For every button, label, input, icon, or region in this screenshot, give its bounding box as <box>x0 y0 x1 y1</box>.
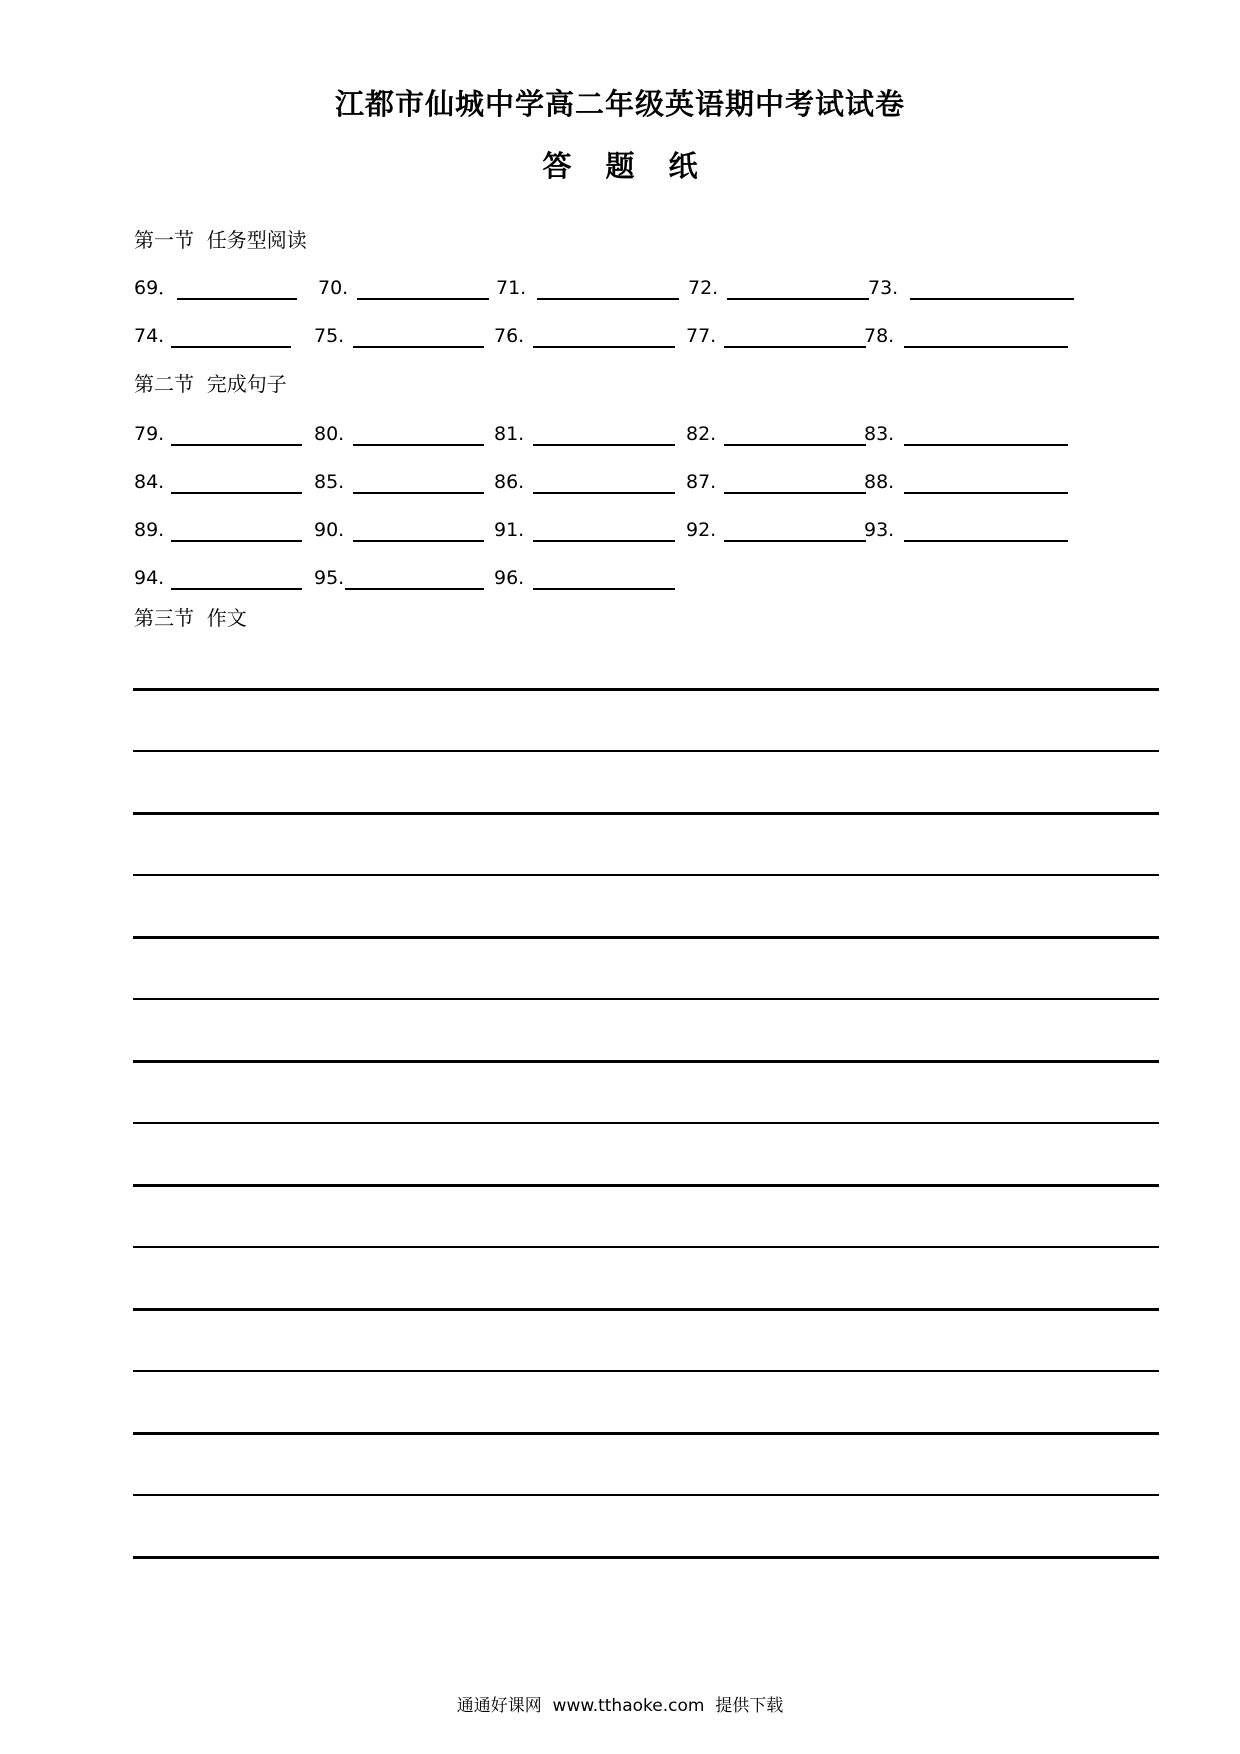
question-number: 85. <box>314 471 345 493</box>
writing-line[interactable] <box>133 1060 1159 1063</box>
answer-blank[interactable] <box>533 346 675 348</box>
section-heading-composition: 第三节 作文 <box>134 606 247 630</box>
answer-blank[interactable] <box>353 444 484 446</box>
writing-line[interactable] <box>133 812 1159 815</box>
section-heading-complete-sentences: 第二节 完成句子 <box>134 372 287 396</box>
writing-line[interactable] <box>133 1494 1159 1496</box>
writing-line[interactable] <box>133 1370 1159 1372</box>
answer-row <box>0 466 1240 496</box>
writing-line[interactable] <box>133 1184 1159 1187</box>
answer-blank[interactable] <box>533 444 675 446</box>
question-number: 91. <box>494 519 525 541</box>
question-number: 80. <box>314 423 345 445</box>
answer-blank[interactable] <box>171 492 302 494</box>
question-number: 82. <box>686 423 717 445</box>
answer-row <box>0 418 1240 448</box>
question-number: 95. <box>314 567 345 589</box>
question-number: 83. <box>864 423 895 445</box>
writing-line[interactable] <box>133 1246 1159 1248</box>
subtitle-char: 答 <box>542 149 572 183</box>
section-heading-task-reading: 第一节 任务型阅读 <box>134 228 307 252</box>
question-number: 79. <box>134 423 165 445</box>
writing-line[interactable] <box>133 936 1159 939</box>
question-number: 77. <box>686 325 717 347</box>
answer-blank[interactable] <box>171 444 302 446</box>
answer-blank[interactable] <box>724 540 866 542</box>
question-number: 89. <box>134 519 165 541</box>
answer-blank[interactable] <box>724 492 866 494</box>
answer-blank[interactable] <box>727 298 869 300</box>
answer-blank[interactable] <box>904 346 1068 348</box>
answer-row <box>0 562 1240 592</box>
answer-blank[interactable] <box>533 588 675 590</box>
answer-blank[interactable] <box>904 540 1068 542</box>
writing-line[interactable] <box>133 1432 1159 1435</box>
answer-blank[interactable] <box>904 444 1068 446</box>
answer-blank[interactable] <box>724 444 866 446</box>
answer-blank[interactable] <box>910 298 1074 300</box>
writing-line[interactable] <box>133 1122 1159 1124</box>
answer-blank[interactable] <box>171 346 291 348</box>
answer-blank[interactable] <box>904 492 1068 494</box>
subtitle-char: 纸 <box>668 149 698 183</box>
answer-blank[interactable] <box>353 346 484 348</box>
answer-blank[interactable] <box>533 492 675 494</box>
exam-title: 江都市仙城中学高二年级英语期中考试试卷 <box>334 87 905 121</box>
answer-row <box>0 272 1240 302</box>
question-number: 87. <box>686 471 717 493</box>
answer-blank[interactable] <box>724 346 866 348</box>
question-number: 94. <box>134 567 165 589</box>
answer-blank[interactable] <box>537 298 679 300</box>
answer-blank[interactable] <box>171 588 302 590</box>
footer-download-note: 通通好课网 www.tthaoke.com 提供下载 <box>456 1696 784 1716</box>
subtitle-char: 题 <box>605 149 635 183</box>
question-number: 78. <box>864 325 895 347</box>
question-number: 93. <box>864 519 895 541</box>
question-number: 71. <box>496 277 527 299</box>
question-number: 69． <box>134 277 178 299</box>
writing-line[interactable] <box>133 1556 1159 1559</box>
question-number: 90. <box>314 519 345 541</box>
writing-line[interactable] <box>133 874 1159 876</box>
question-number: 70. <box>318 277 349 299</box>
answer-blank[interactable] <box>171 540 302 542</box>
answer-blank[interactable] <box>353 540 484 542</box>
answer-blank[interactable] <box>177 298 297 300</box>
question-number: 75. <box>314 325 345 347</box>
question-number: 86. <box>494 471 525 493</box>
question-number: 84. <box>134 471 165 493</box>
question-number: 81. <box>494 423 525 445</box>
question-number: 88. <box>864 471 895 493</box>
question-number: 96. <box>494 567 525 589</box>
answer-blank[interactable] <box>533 540 675 542</box>
question-number: 76. <box>494 325 525 347</box>
writing-line[interactable] <box>133 750 1159 752</box>
question-number: 72. <box>688 277 719 299</box>
answer-blank[interactable] <box>357 298 489 300</box>
answer-blank[interactable] <box>345 588 484 590</box>
question-number: 74. <box>134 325 165 347</box>
question-number: 73. <box>868 277 899 299</box>
answer-blank[interactable] <box>353 492 484 494</box>
answer-row <box>0 320 1240 350</box>
writing-line[interactable] <box>133 1308 1159 1311</box>
writing-line[interactable] <box>133 998 1159 1000</box>
question-number: 92. <box>686 519 717 541</box>
answer-row <box>0 514 1240 544</box>
answer-sheet-subtitle <box>0 146 1240 186</box>
writing-line[interactable] <box>133 688 1159 691</box>
